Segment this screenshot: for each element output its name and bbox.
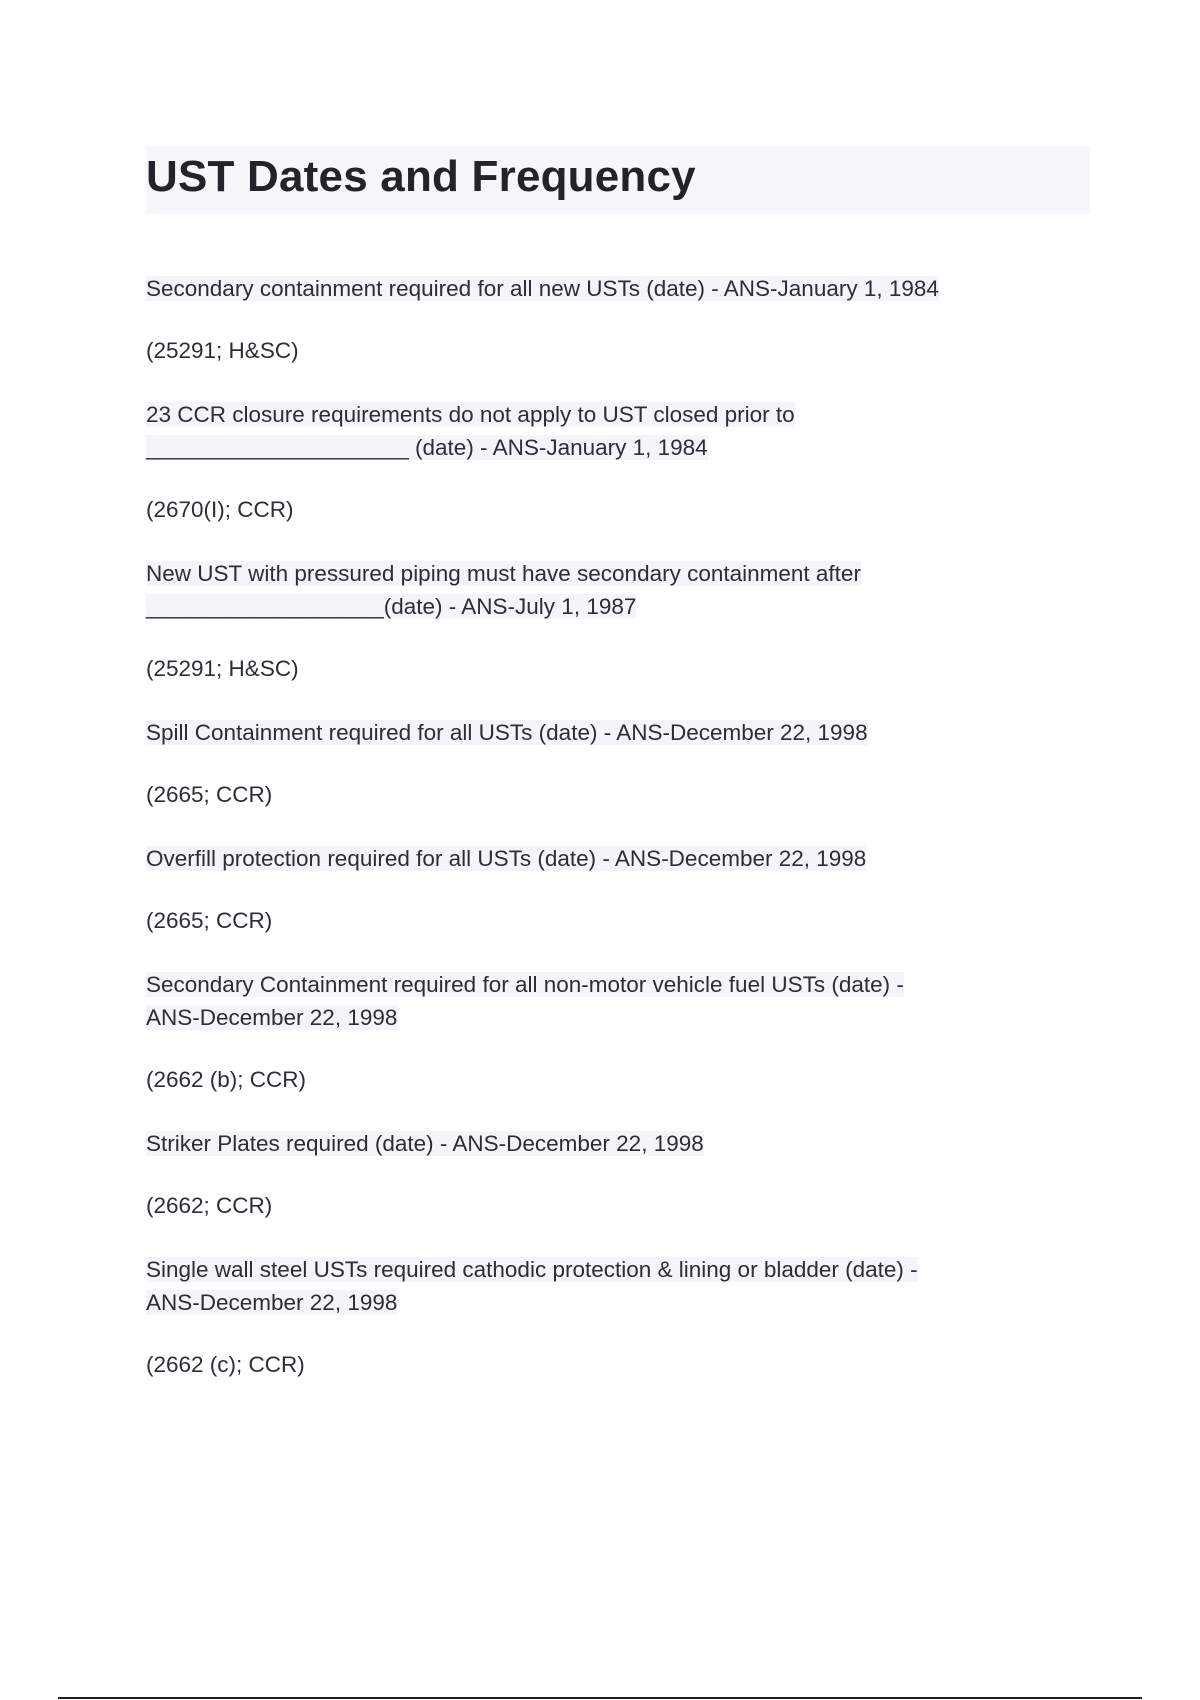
question-line: ___________________(date) - ANS-July 1, 1987 bbox=[146, 594, 637, 619]
question-line: New UST with pressured piping must have secondary containment after bbox=[146, 561, 861, 586]
reference-text: (2665; CCR) bbox=[146, 908, 273, 933]
reference-text: (25291; H&SC) bbox=[146, 656, 299, 681]
question-text bbox=[146, 557, 1026, 623]
question-line: Striker Plates required (date) - ANS-December 22, 1998 bbox=[146, 1131, 704, 1156]
reference-text: (25291; H&SC) bbox=[146, 338, 299, 363]
question-line: Secondary Containment required for all non-motor vehicle fuel USTs (date) - bbox=[146, 972, 904, 997]
question-line: 23 CCR closure requirements do not apply to UST closed prior to bbox=[146, 402, 795, 427]
reference-text: (2662 (b); CCR) bbox=[146, 1067, 307, 1092]
question-line: Single wall steel USTs required cathodic protection & lining or bladder (date) - bbox=[146, 1257, 918, 1282]
question-text bbox=[146, 398, 1026, 464]
reference-text: (2670(I); CCR) bbox=[146, 497, 294, 522]
question-line: Overfill protection required for all USTs (date) - ANS-December 22, 1998 bbox=[146, 846, 867, 871]
question-line: ANS-December 22, 1998 bbox=[146, 1290, 398, 1315]
reference-text: (2665; CCR) bbox=[146, 782, 273, 807]
entry bbox=[146, 842, 1026, 937]
question-text bbox=[146, 272, 1026, 305]
footer-divider bbox=[58, 1697, 1142, 1699]
entry bbox=[146, 1253, 1026, 1381]
reference-text: (2662 (c); CCR) bbox=[146, 1352, 305, 1377]
entry bbox=[146, 557, 1026, 685]
document-title: UST Dates and Frequency bbox=[146, 152, 696, 201]
question-text bbox=[146, 716, 1026, 749]
question-line: Spill Containment required for all USTs (date) - ANS-December 22, 1998 bbox=[146, 720, 868, 745]
question-line: ANS-December 22, 1998 bbox=[146, 1005, 398, 1030]
title-block bbox=[146, 146, 1090, 214]
question-text bbox=[146, 842, 1026, 875]
reference-text: (2662; CCR) bbox=[146, 1193, 273, 1218]
question-line: _____________________ (date) - ANS-January 1, 1984 bbox=[146, 435, 708, 460]
question-text bbox=[146, 1127, 1026, 1160]
entry bbox=[146, 1127, 1026, 1222]
question-line: Secondary containment required for all new USTs (date) - ANS-January 1, 1984 bbox=[146, 276, 939, 301]
question-text bbox=[146, 1253, 1026, 1319]
entry bbox=[146, 716, 1026, 811]
entries-list bbox=[146, 272, 1026, 1412]
entry bbox=[146, 272, 1026, 367]
entry bbox=[146, 968, 1026, 1096]
entry bbox=[146, 398, 1026, 526]
question-text bbox=[146, 968, 1026, 1034]
